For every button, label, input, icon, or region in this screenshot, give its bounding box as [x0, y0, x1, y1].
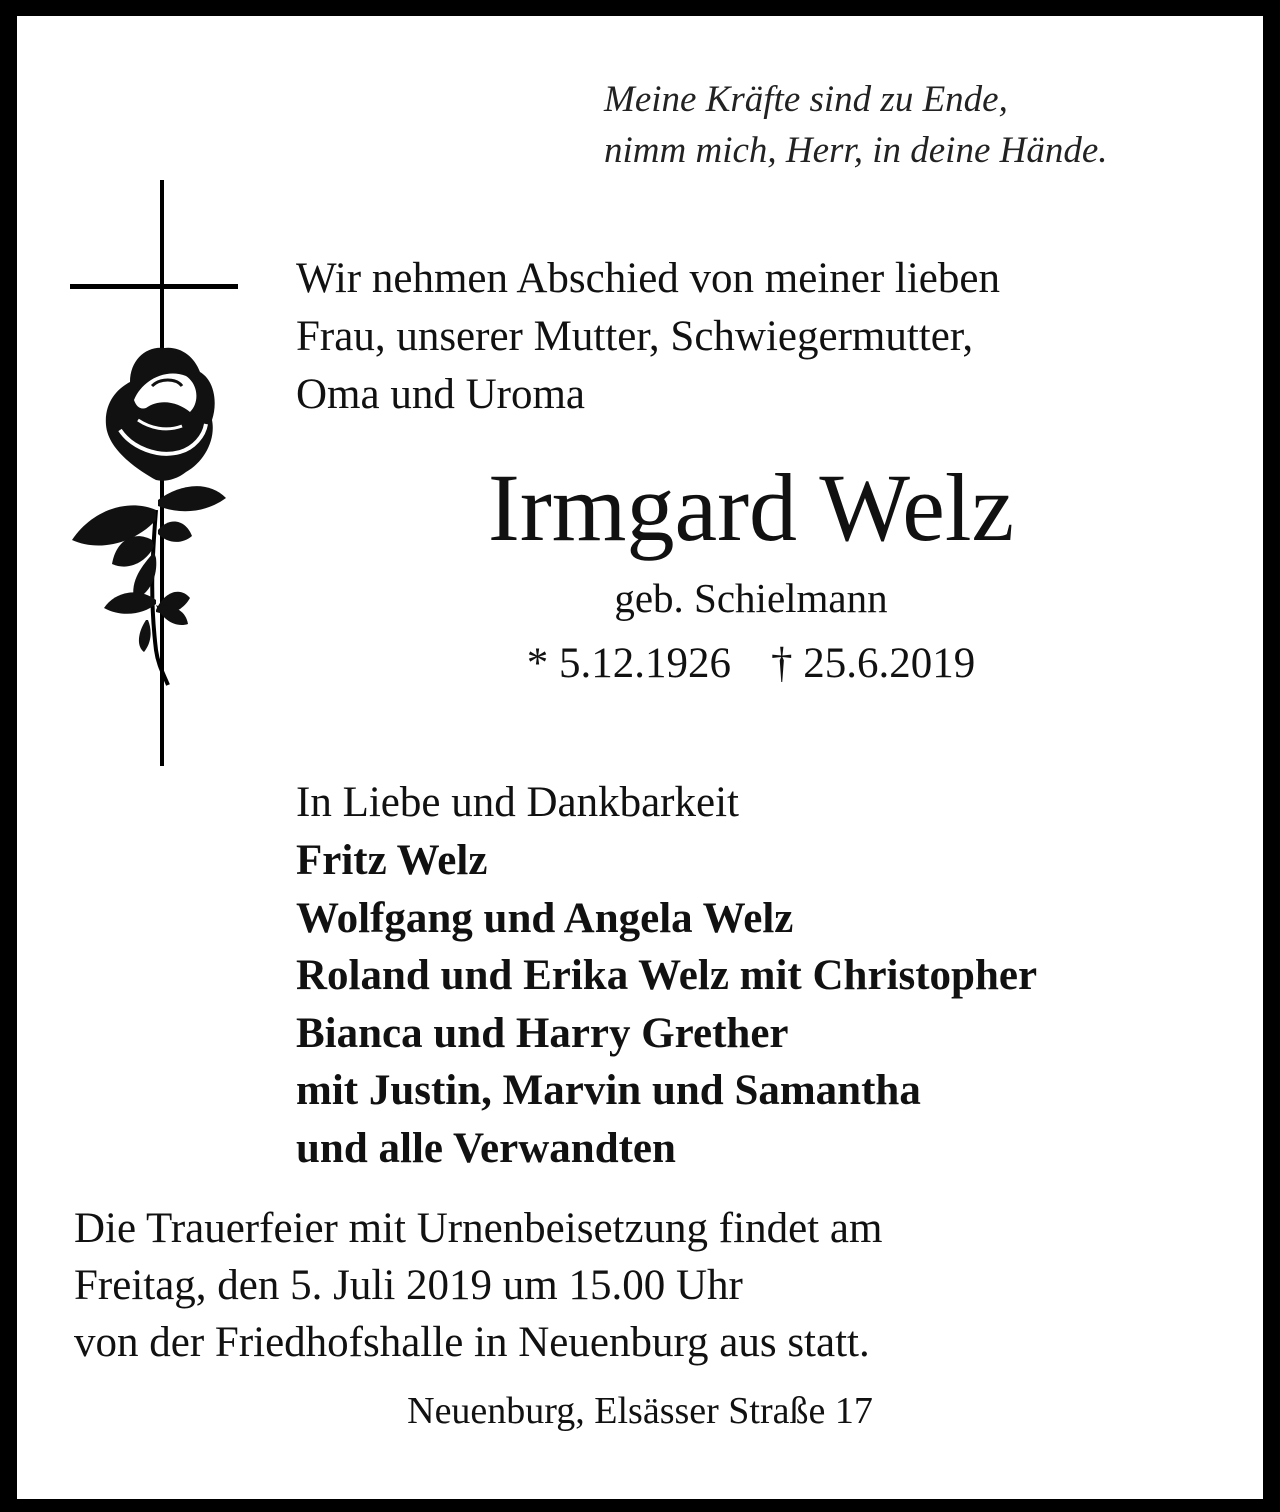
cross-with-rose-icon — [68, 180, 238, 770]
deceased-name: Irmgard Welz — [487, 454, 1015, 561]
intro-line-2: Frau, unserer Mutter, Schwiegermutter, — [296, 313, 974, 360]
mourner-line: und alle Verwandten — [296, 1124, 676, 1172]
birth-date: * 5.12.1926 — [526, 640, 731, 687]
ceremony-notice — [74, 1200, 882, 1371]
quote-line-1: Meine Kräfte sind zu Ende, — [604, 79, 1008, 120]
mourner-line: Fritz Welz — [296, 837, 488, 884]
mourner-line: mit Justin, Marvin und Samantha — [296, 1067, 921, 1114]
intro-text — [296, 250, 1000, 424]
mourner-line: Roland und Erika Welz mit Christopher — [296, 952, 1038, 999]
family-address: Neuenburg, Elsässer Straße 17 — [407, 1390, 873, 1432]
mourner-line: Wolfgang und Angela Welz — [296, 894, 794, 942]
life-dates — [296, 636, 1206, 692]
ceremony-line-2: Freitag, den 5. Juli 2019 um 15.00 Uhr — [74, 1262, 743, 1309]
maiden-name: geb. Schielmann — [614, 575, 888, 621]
bible-quote — [604, 74, 1108, 176]
intro-line-3: Oma und Uroma — [296, 371, 585, 418]
rose-icon — [72, 348, 226, 685]
quote-line-2: nimm mich, Herr, in deine Hände. — [604, 130, 1108, 171]
death-date: † 25.6.2019 — [771, 640, 976, 687]
intro-line-1: Wir nehmen Abschied von meiner lieben — [296, 255, 1000, 302]
ceremony-line-1: Die Trauerfeier mit Urnenbeisetzung findet am — [74, 1205, 883, 1252]
thanks-line: In Liebe und Dankbarkeit — [296, 779, 739, 826]
mourner-line: Bianca und Harry Grether — [296, 1009, 789, 1057]
mourners-list — [296, 832, 1037, 1177]
ceremony-line-3: von der Friedhofshalle in Neuenburg aus statt. — [74, 1319, 870, 1366]
